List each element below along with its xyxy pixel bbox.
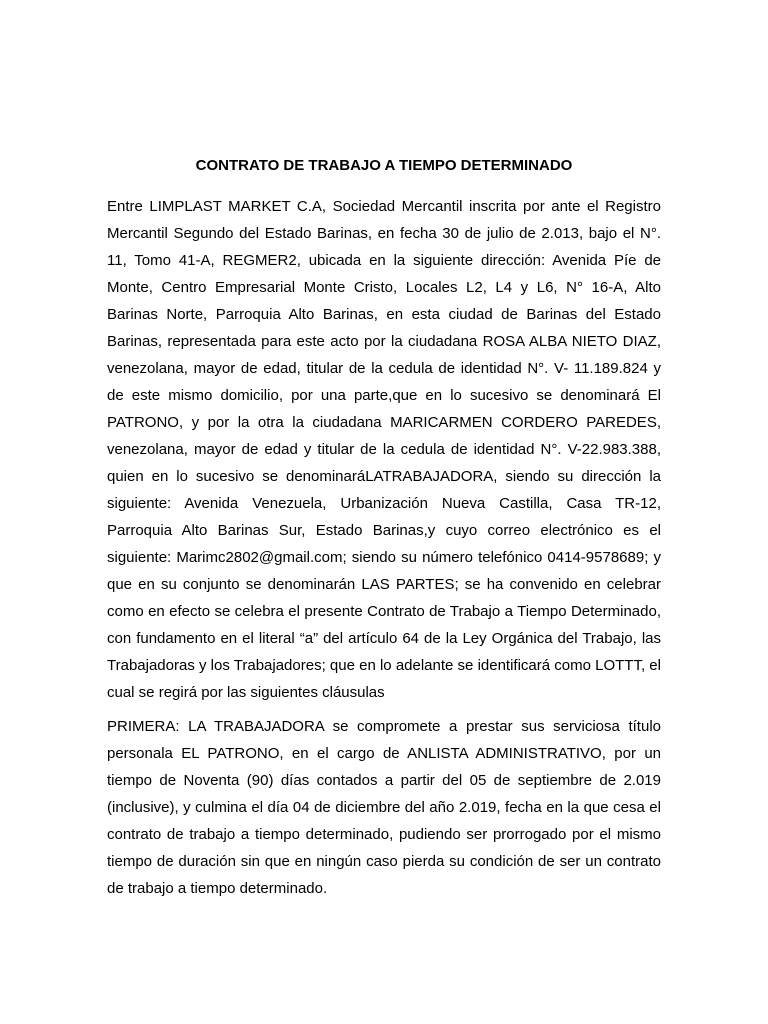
paragraph-preamble: Entre LIMPLAST MARKET C.A, Sociedad Mercantil inscrita por ante el Registro Mercantil Segundo del Estado Barinas, en fecha 30 de julio de 2.013, bajo el N°. 11, Tomo 41-A, REGMER2, ubicada en la siguiente dirección: Avenida Píe de Monte, Centro Empresarial Monte Cristo, Locales L2, L4 y L6, N° 16-A, Alto Barinas Norte, Parroquia Alto Barinas, en esta ciudad de Barinas del Estado Barinas, representada para este acto por la ciudadana ROSA ALBA NIETO DIAZ, venezolana, mayor de edad, titular de la cedula de identidad N°. V- 11.189.824 y de este mismo domicilio, por una parte,que en lo sucesivo se denominará El PATRONO, y por la otra la ciudadana MARICARMEN CORDERO PAREDES, venezolana, mayor de edad y titular de la cedula de identidad N°. V-22.983.388, quien en lo sucesivo se denominaráLATRABAJADORA, siendo su dirección la siguiente: Avenida Venezuela, Urbanización Nueva Castilla, Casa TR-12, Parroquia Alto Barinas Sur, Estado Barinas,y cuyo correo electrónico es el siguiente: Marimc2802@gmail.com; siendo su número telefónico 0414-9578689; y que en su conjunto se denominarán LAS PARTES; se ha convenido en celebrar como en efecto se celebra el presente Contrato de Trabajo a Tiempo Determinado, con fundamento en el literal “a” del artículo 64 de la Ley Orgánica del Trabajo, las Trabajadoras y los Trabajadores; que en lo adelante se identificará como LOTTT, el cual se regirá por las siguientes cláusulas [107,198,661,701]
paragraph-clause-primera: PRIMERA: LA TRABAJADORA se compromete a prestar sus serviciosa título personala EL PATRONO, en el cargo de ANLISTA ADMINISTRATIVO, por un tiempo de Noventa (90) días contados a partir del 05 de septiembre de 2.019 (inclusive), y culmina el día 04 de diciembre del año 2.019, fecha en la que cesa el contrato de trabajo a tiempo determinado, pudiendo ser prorrogado por el mismo tiempo de duración sin que en ningún caso pierda su condición de ser un contrato de trabajo a tiempo determinado. [107,718,661,897]
document-title: CONTRATO DE TRABAJO A TIEMPO DETERMINADO [195,157,573,174]
